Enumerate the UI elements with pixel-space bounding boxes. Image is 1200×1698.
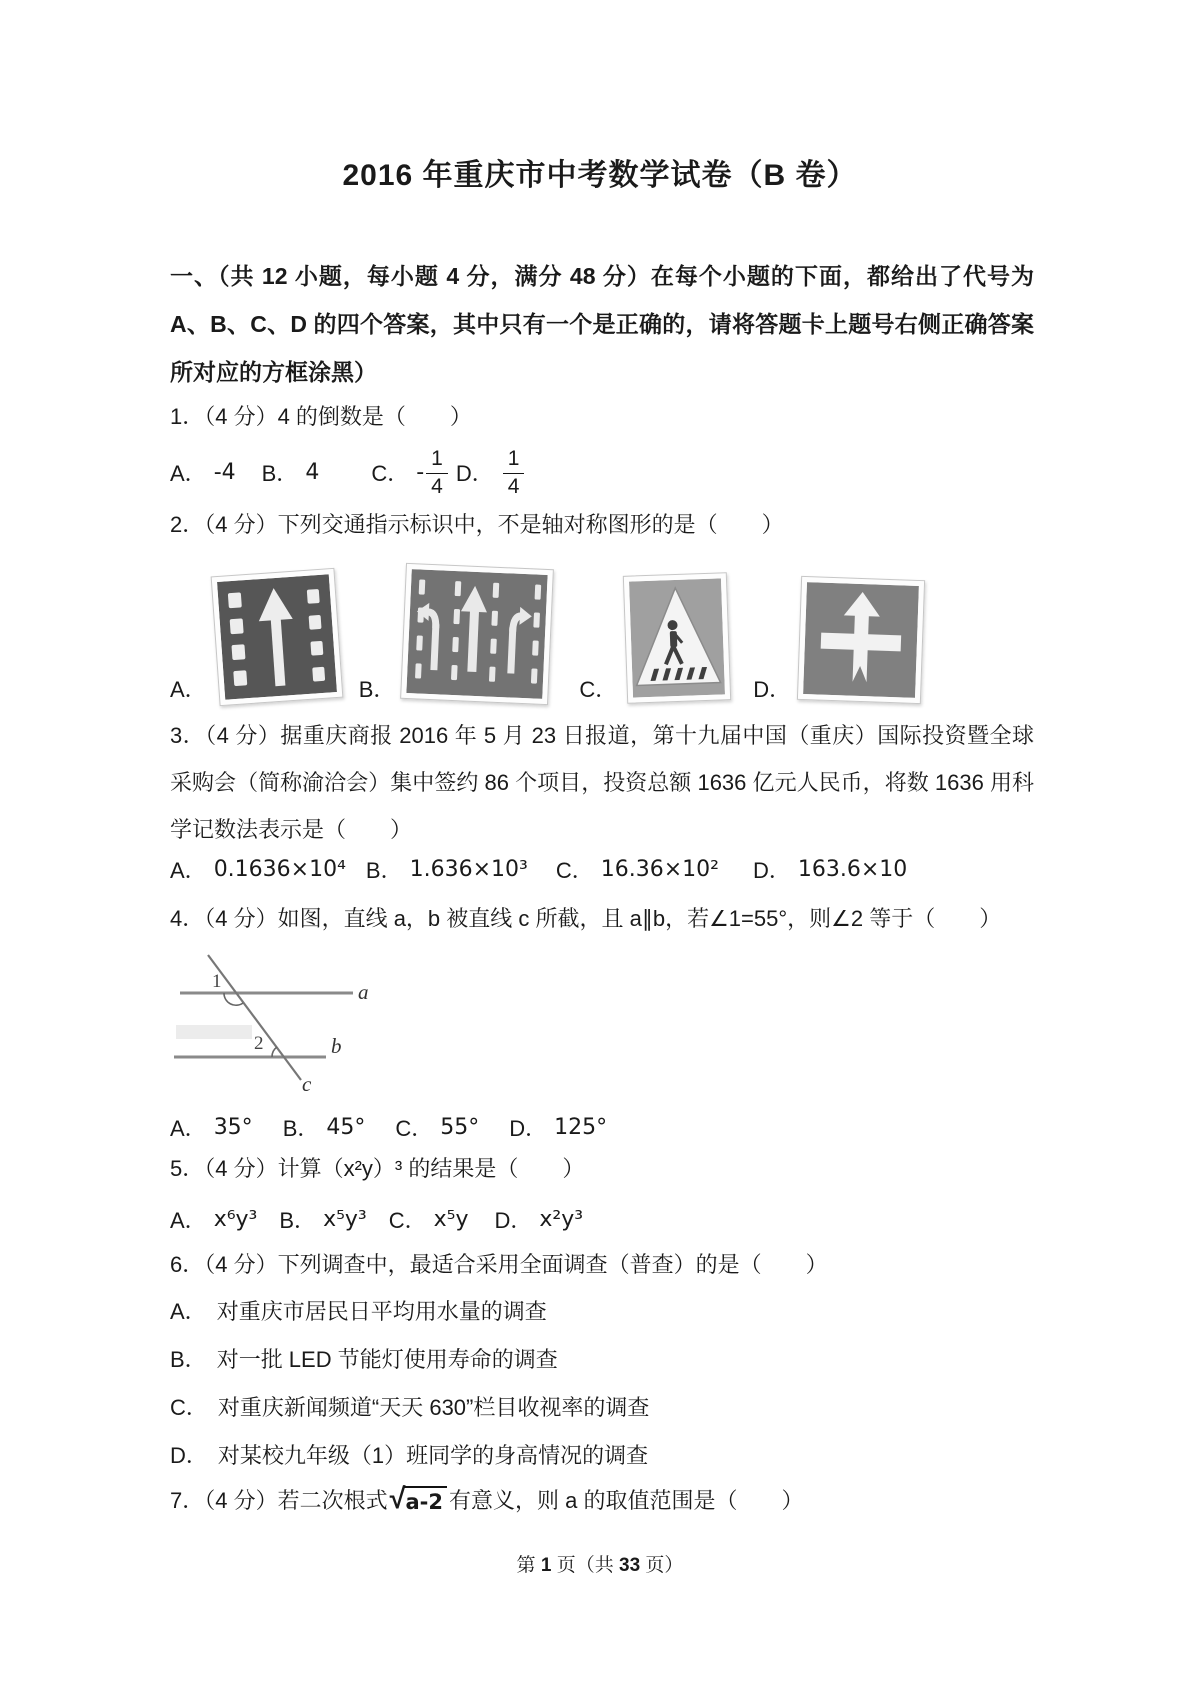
option-d [509,1112,607,1143]
option-d-label: D． [170,1443,208,1468]
option-c-label: C． [170,1395,208,1420]
fraction-denominator: 4 [431,474,443,498]
option-a-value: x⁶y³ [213,1207,258,1232]
option-d-value: 125° [554,1115,608,1140]
line-b-label: b [331,1034,342,1058]
option-d-value: x²y³ [539,1207,584,1232]
page-title: 2016 年重庆市中考数学试卷（B 卷） [342,159,858,192]
radical-sign: √ [389,1483,406,1515]
question-4-text: 4．（4 分）如图，直线 a，b 被直线 c 所截，且 a∥b，若∠1=55°，则∠2 等于（ ） [170,906,1002,931]
total-page-count: 33 [619,1555,641,1576]
option-c-label: C． [371,460,410,486]
footer-text: 页（共 [556,1555,614,1576]
current-page-number: 1 [540,1555,552,1576]
question-2-sign-images [170,556,1050,702]
sign-option-d [753,578,923,702]
page-footer [0,1550,1200,1577]
fraction-numerator: 1 [503,447,525,473]
option-b [279,1204,366,1235]
option-c-minus-sign: - [416,459,425,485]
sign-d-label: D． [753,677,792,702]
question-3-options [170,854,907,885]
option-c [170,1384,1034,1432]
radicand: a-2 [404,1486,448,1513]
option-d-label: D． [494,1208,533,1233]
crossroads-arrow-sign-image [803,582,919,698]
fraction-one-fourth [426,447,448,498]
option-c-label: C． [555,858,594,883]
parallel-lines-figure-image [168,945,468,1095]
option-d [753,854,907,885]
question-1-text: 1．（4 分）4 的倒数是（ ） [170,404,472,429]
option-d-label: D． [455,460,494,486]
option-b-label: B． [282,1116,320,1141]
sign-option-a [170,572,339,702]
option-b-value: 4 [305,459,320,485]
sign-option-c [579,574,729,702]
parallel-lines-figure [168,945,468,1100]
sign-option-b [359,566,552,702]
option-c-value: 16.36×10² [600,857,719,882]
option-a-label: A． [170,1208,207,1233]
option-c [389,1204,469,1235]
option-a-value: 35° [213,1115,253,1140]
option-d-label: D． [509,1116,548,1141]
question-5-text: 5．（4 分）计算（x²y）³ 的结果是（ ） [170,1156,585,1181]
angle-2-label: 2 [254,1033,264,1054]
option-a [170,1288,1034,1336]
option-d-value: 对某校九年级（1）班同学的身高情况的调查 [217,1443,649,1468]
option-b [262,457,320,488]
option-c [371,446,450,497]
option-c [395,1112,479,1143]
option-b [366,854,528,885]
question-2-text: 2．（4 分）下列交通指示标识中，不是轴对称图形的是（ ） [170,512,784,537]
option-a [170,854,346,885]
option-a-label: A． [170,460,207,486]
straight-ahead-lane-sign-image [217,574,337,700]
option-b-label: B． [279,1208,317,1233]
option-b-value: 1.636×10³ [409,857,528,882]
pedestrian-crossing-sign [623,572,731,704]
fraction-one-fourth [503,447,525,498]
section-instructions: 一、（共 12 小题，每小题 4 分，满分 48 分）在每个小题的下面，都给出了代号为 A、B、C、D 的四个答案，其中只有一个是正确的，请将答题卡上题号右侧正确答案所对应的方框涂黑） [170,263,1034,385]
option-b [170,1336,1034,1384]
option-b-label: B． [365,858,403,883]
option-a-value: 对重庆市居民日平均用水量的调查 [216,1299,547,1324]
option-b-value: 对一批 LED 节能灯使用寿命的调查 [216,1347,558,1372]
option-a [170,457,236,488]
option-c [556,854,719,885]
question-7-prefix: 7．（4 分）若二次根式 [170,1488,388,1513]
square-root-expression [389,1483,447,1515]
option-c-label: C． [388,1208,427,1233]
line-c-label: c [302,1072,312,1095]
lane-direction-arrows-sign [400,563,554,705]
option-d [170,1432,1034,1480]
option-d-label: D． [752,858,791,883]
option-c-value: x⁵y [433,1207,469,1232]
sign-c-label: C． [579,677,618,702]
question-7-suffix: 有意义，则 a 的取值范围是（ ） [449,1488,804,1513]
option-c-label: C． [395,1116,434,1141]
option-a-label: A． [170,1116,207,1141]
option-a-label: A． [170,1299,207,1324]
option-b [283,1112,366,1143]
option-b-label: B． [170,1347,207,1372]
question-6-text: 6．（4 分）下列调查中，最适合采用全面调查（普查）的是（ ） [170,1252,828,1277]
footer-text: 第 [516,1555,536,1576]
option-b-value: x⁵y³ [323,1207,367,1232]
option-b-label: B． [261,460,299,486]
option-d [456,446,527,497]
fraction-numerator: 1 [426,447,448,473]
option-a [170,1204,257,1235]
question-4-options [170,1112,607,1143]
question-5-options [170,1204,583,1235]
footer-text: 页） [645,1555,684,1576]
angle-1-label: 1 [212,971,222,992]
question-3-text: 3．（4 分）据重庆商报 2016 年 5 月 23 日报道，第十九届中国（重庆）国际投资暨全球采购会（简称渝洽会）集中签约 86 个项目，投资总额 1636 亿元人民币，将数 1636 用科学记数法表示是（ ） [170,723,1034,842]
sign-b-label: B． [358,677,396,702]
option-b-value: 45° [326,1115,366,1140]
straight-ahead-lane-sign [210,568,343,706]
crossroads-arrow-sign [797,576,925,704]
option-d-value: 163.6×10 [797,857,908,882]
option-c-value: 对重庆新闻频道“天天 630”栏目收视率的调查 [217,1395,650,1420]
sign-a-label: A． [170,677,207,702]
option-a-value: -4 [213,459,236,485]
fraction-denominator: 4 [507,474,520,498]
lane-direction-arrows-sign-image [407,569,548,699]
option-c-value: 55° [440,1115,480,1140]
question-7-text [170,1484,803,1515]
pedestrian-crossing-sign-image [629,578,725,697]
line-a-label: a [358,980,369,1004]
question-6-options [170,1288,1034,1480]
option-a-label: A． [170,858,207,883]
option-a-value: 0.1636×10⁴ [213,857,346,882]
option-a [170,1112,253,1143]
option-d [495,1204,584,1235]
question-1-options [170,443,526,501]
